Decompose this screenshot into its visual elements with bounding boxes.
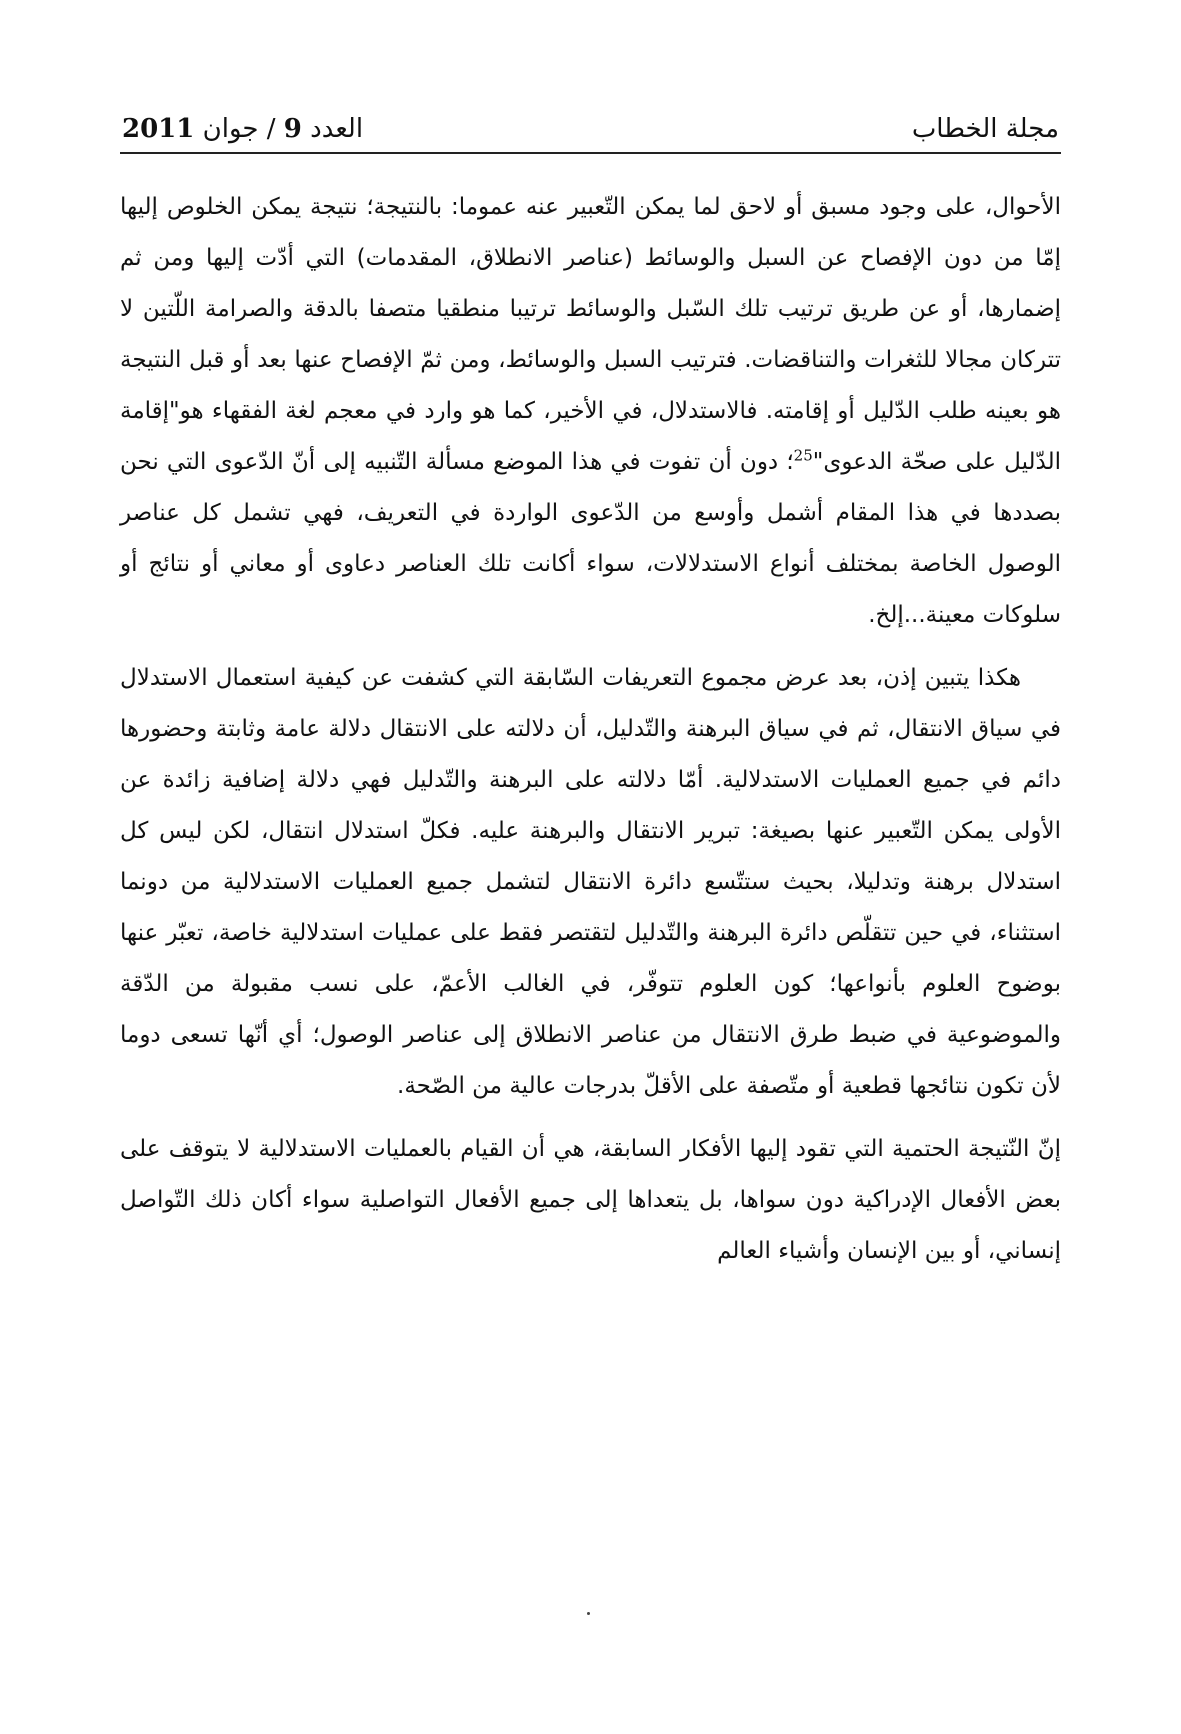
issue-year: 2011 (122, 114, 195, 144)
issue-number: 9 (283, 114, 302, 144)
paragraph-1 (120, 182, 1061, 641)
article-body (120, 182, 1061, 1277)
paragraph-3: إنّ النّتيجة الحتمية التي تقود إليها الأفكار السابقة، هي أن القيام بالعمليات الاستدلالية لا يتوقف على بعض الأفعال الإدراكية دون سواها، بل يتعداها إلى جميع الأفعال التواصلية سواء أكان ذلك التّواصل إنساني، أو بين الإنسان وأشياء العالم (120, 1136, 1061, 1264)
paragraph-1-text-before: الأحوال، على وجود مسبق أو لاحق لما يمكن التّعبير عنه عموما: بالنتيجة؛ نتيجة يمكن الخلوص إليها إمّا من دون الإفصاح عن السبل والوسائط (عناصر الانطلاق، المقدمات) التي أدّت إليها ومن ثم إضمارها، أو عن طريق ترتيب تلك السّبل والوسائط ترتيبا منطقيا متصفا بالدقة والصرامة اللّتين لا تتركان مجالا للثغرات والتناقضات. فترتيب السبل والوسائط، ومن ثمّ الإفصاح عنها بعد أو قبل النتيجة هو بعينه طلب الدّليل أو إقامته. فالاستدلال، في الأخير، كما هو وارد في معجم لغة الفقهاء هو"إقامة الدّليل على صحّة الدعوى" (120, 194, 1061, 475)
issue-info (122, 114, 363, 144)
paragraph-1-text-after: ؛ دون أن تفوت في هذا الموضع مسألة التّنبيه إلى أنّ الدّعوى التي نحن بصددها في هذا المقام أشمل وأوسع من الدّعوى الواردة في التعريف، فهي تشمل كل عناصر الوصول الخاصة بمختلف أنواع الاستدلالات، سواء أكانت تلك العناصر دعاوى أو معاني أو نتائج أو سلوكات معينة...إلخ. (120, 449, 1061, 628)
issue-label: العدد (310, 114, 364, 144)
footnote-ref[interactable]: 25 (793, 446, 813, 465)
page-header (120, 112, 1061, 154)
issue-month: جوان (202, 114, 259, 144)
page-marker-dot (587, 1612, 590, 1615)
journal-title: مجلة الخطاب (911, 114, 1059, 144)
paragraph-2: هكذا يتبين إذن، بعد عرض مجموع التعريفات السّابقة التي كشفت عن كيفية استعمال الاستدلال في سياق الانتقال، ثم في سياق البرهنة والتّدليل، أن دلالته على الانتقال دلالة عامة وثابتة وحضورها دائم في جميع العمليات الاستدلالية. أمّا دلالته على البرهنة والتّدليل فهي دلالة إضافية زائدة عن الأولى يمكن التّعبير عنها بصيغة: تبرير الانتقال والبرهنة عليه. فكلّ استدلال انتقال، لكن ليس كل استدلال برهنة وتدليلا، بحيث ستتّسع دائرة الانتقال لتشمل جميع العمليات الاستدلالية من دونما استثناء، في حين تتقلّص دائرة البرهنة والتّدليل لتقتصر فقط على عمليات استدلالية خاصة، تعبّر عنها بوضوح العلوم بأنواعها؛ كون العلوم تتوفّر، في الغالب الأعمّ، على نسب مقبولة من الدّقة والموضوعية في ضبط طرق الانتقال من عناصر الانطلاق إلى عناصر الوصول؛ أي أنّها تسعى دوما لأن تكون نتائجها قطعية أو متّصفة على الأقلّ بدرجات عالية من الصّحة. (120, 665, 1061, 1099)
issue-separator: / (266, 114, 276, 144)
paragraph-gap (120, 1112, 1061, 1124)
paragraph-gap (120, 641, 1061, 653)
